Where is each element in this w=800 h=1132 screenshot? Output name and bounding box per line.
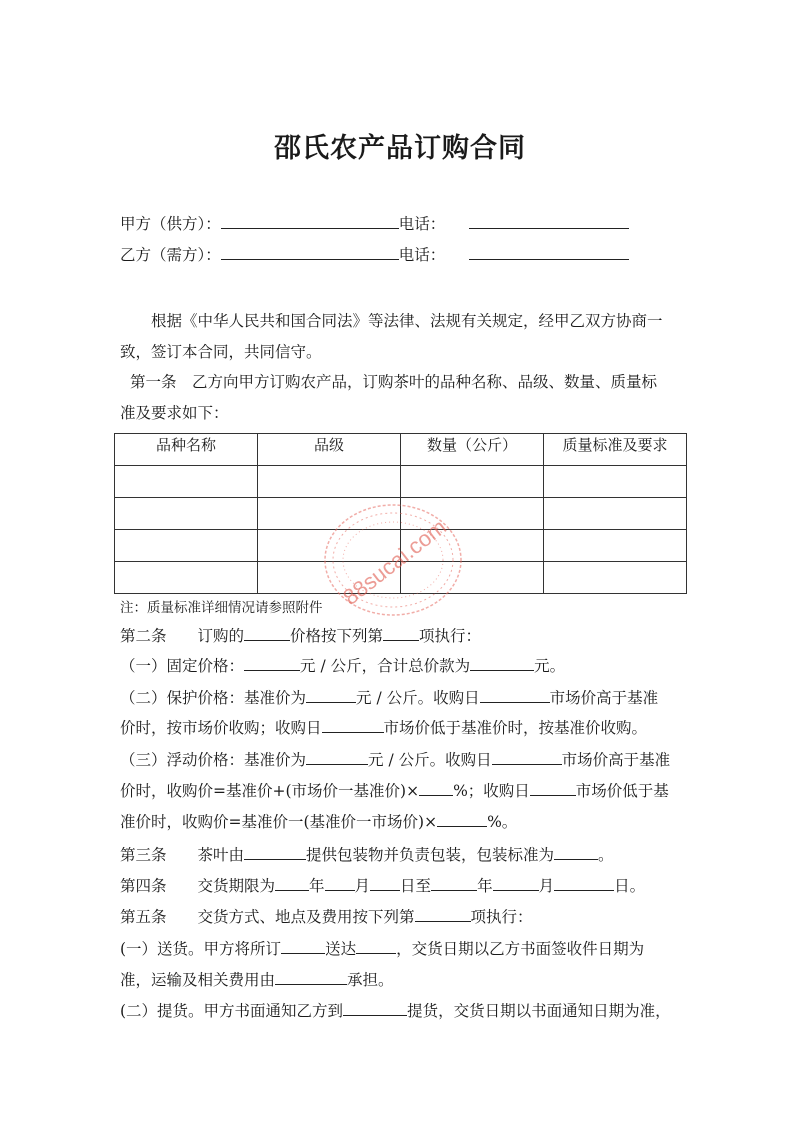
delivery-blank-goods[interactable]: [281, 939, 325, 954]
delivery-text-a: (一）送货。甲方将所订: [120, 940, 282, 958]
party-a-label: 甲方（供方）：: [120, 215, 221, 233]
header-grade: 品级: [258, 434, 401, 466]
protect-text-c: 市场价高于基准: [549, 689, 659, 707]
protect-blank-base[interactable]: [306, 688, 356, 703]
fixed-price-text-a: （一）固定价格：: [120, 657, 245, 675]
float-price-line-3: [120, 812, 517, 832]
article-3-blank-party[interactable]: [244, 845, 306, 860]
float-text-e: %；收购日: [453, 782, 530, 800]
protect-price-line-1: [120, 688, 658, 708]
party-b-line: [120, 245, 629, 265]
article-5-text-b: 项执行：: [470, 908, 533, 926]
party-b-phone-label: 电话：: [398, 246, 446, 264]
protect-blank-date-2[interactable]: [322, 718, 384, 733]
article-2-blank-item[interactable]: [244, 626, 290, 641]
float-text-b: 元 / 公斤。收购日: [368, 751, 492, 769]
float-text-c: 市场价高于基准: [561, 751, 671, 769]
article-3-text-a: 第三条 茶叶由: [120, 846, 245, 864]
table-cell[interactable]: [544, 466, 687, 498]
float-text-g: 准价时，收购价=基准价一(基准价一市场价)×: [120, 813, 438, 831]
float-text-d: 价时，收购价=基准价+(市场价一基准价)×: [120, 782, 420, 800]
table-row: [115, 466, 687, 498]
fixed-price-blank-total[interactable]: [470, 656, 534, 671]
article-2-text-b: 价格按下列第: [290, 627, 384, 645]
table-cell[interactable]: [115, 562, 258, 594]
article-2-text-a: 第二条 订购的: [120, 627, 245, 645]
preamble-line-1: 根据《中华人民共和国合同法》等法律、法规有关规定，经甲乙双方协商一: [151, 312, 663, 330]
fixed-price-blank-unit[interactable]: [244, 656, 300, 671]
article-2-blank-option[interactable]: [383, 626, 419, 641]
pickup-text-b: 提货，交货日期以书面通知日期为准，: [407, 1002, 671, 1020]
table-cell[interactable]: [115, 498, 258, 530]
delivery-line-2: [120, 970, 394, 990]
article-4-blank-year-2[interactable]: [431, 876, 477, 891]
article-4-text-a: 第四条 交货期限为: [120, 877, 276, 895]
table-note: 注：质量标准详细情况请参照附件: [120, 600, 323, 616]
fixed-price-line: [120, 656, 565, 676]
article-4-year-2: 年: [477, 877, 493, 895]
delivery-blank-place[interactable]: [356, 939, 396, 954]
table-cell[interactable]: [544, 498, 687, 530]
article-1-line-2: 准及要求如下：: [120, 404, 229, 422]
watermark-stamp-logo: [318, 498, 468, 623]
article-5-line: [120, 907, 533, 927]
party-b-blank[interactable]: [221, 245, 399, 260]
article-3-text-b: 提供包装物并负责包装，包装标准为: [306, 846, 555, 864]
article-4-blank-day-2[interactable]: [554, 876, 614, 891]
article-5-text-a: 第五条 交货方式、地点及费用按下列第: [120, 908, 415, 926]
table-header-row: [115, 434, 687, 466]
article-4-month-1: 月: [354, 877, 371, 895]
protect-text-e: 市场价低于基准价时，按基准价收购。: [383, 719, 648, 737]
article-4-day-1: 日至: [400, 877, 432, 895]
delivery-blank-payer[interactable]: [275, 970, 347, 985]
article-4-blank-month-2[interactable]: [493, 876, 539, 891]
float-text-h: %。: [487, 813, 518, 831]
float-blank-percent-2[interactable]: [437, 812, 487, 827]
party-a-phone-label: 电话：: [398, 215, 446, 233]
float-price-line-1: [120, 750, 670, 770]
header-quantity: 数量（公斤）: [401, 434, 544, 466]
header-quality: 质量标准及要求: [544, 434, 687, 466]
float-text-a: （三）浮动价格：基准价为: [120, 751, 307, 769]
float-text-f: 市场价低于基: [575, 782, 669, 800]
article-3-line: [120, 845, 614, 865]
delivery-text-c: ，交货日期以乙方书面签收件日期为: [396, 940, 645, 958]
protect-text-a: （二）保护价格：基准价为: [120, 689, 307, 707]
article-2-text-c: 项执行：: [419, 627, 482, 645]
svg-text:88sucai.com: 88sucai.com: [338, 514, 451, 610]
article-5-blank-option[interactable]: [415, 907, 471, 922]
float-blank-date-2[interactable]: [530, 781, 576, 796]
party-a-blank[interactable]: [221, 214, 399, 229]
protect-price-line-2: [120, 718, 647, 738]
table-cell[interactable]: [544, 562, 687, 594]
article-4-year-1: 年: [309, 877, 325, 895]
party-a-phone-blank[interactable]: [469, 214, 629, 229]
article-4-blank-day-1[interactable]: [370, 876, 400, 891]
article-4-day-2: 日。: [614, 877, 646, 895]
fixed-price-text-c: 元。: [534, 657, 566, 675]
delivery-text-d: 准，运输及相关费用由: [120, 971, 276, 989]
table-cell[interactable]: [115, 530, 258, 562]
float-blank-date[interactable]: [492, 750, 562, 765]
delivery-line-1: [120, 939, 644, 959]
delivery-text-e: 承担。: [347, 971, 394, 989]
article-4-month-2: 月: [538, 877, 555, 895]
table-cell[interactable]: [115, 466, 258, 498]
party-b-phone-blank[interactable]: [469, 245, 629, 260]
header-variety: 品种名称: [115, 434, 258, 466]
float-price-line-2: [120, 781, 669, 801]
float-blank-base[interactable]: [306, 750, 368, 765]
party-b-label: 乙方（需方）：: [120, 246, 221, 264]
protect-text-d: 价时，按市场价收购；收购日: [120, 719, 322, 737]
delivery-text-b: 送达: [325, 940, 357, 958]
article-3-text-c: 。: [598, 846, 614, 864]
article-2-line: [120, 626, 481, 646]
pickup-line: [120, 1001, 671, 1021]
article-4-blank-year-1[interactable]: [275, 876, 309, 891]
article-1-line-1: 第一条 乙方向甲方订购农产品，订购茶叶的品种名称、品级、数量、质量标: [130, 373, 658, 391]
table-cell[interactable]: [401, 466, 544, 498]
protect-blank-date[interactable]: [480, 688, 550, 703]
preamble-line-2: 致，签订本合同，共同信守。: [120, 343, 322, 361]
protect-text-b: 元 / 公斤。收购日: [356, 689, 480, 707]
table-cell[interactable]: [544, 530, 687, 562]
article-4-blank-month-1[interactable]: [325, 876, 355, 891]
party-a-line: [120, 214, 629, 234]
page-title: 邵氏农产品订购合同: [274, 133, 526, 164]
fixed-price-text-b: 元 / 公斤，合计总价款为: [300, 657, 471, 675]
pickup-text-a: (二）提货。甲方书面通知乙方到: [120, 1002, 344, 1020]
article-3-blank-standard[interactable]: [554, 845, 598, 860]
float-blank-percent-1[interactable]: [419, 781, 453, 796]
table-cell[interactable]: [258, 466, 401, 498]
article-4-line: [120, 876, 645, 896]
pickup-blank-place[interactable]: [343, 1001, 407, 1016]
